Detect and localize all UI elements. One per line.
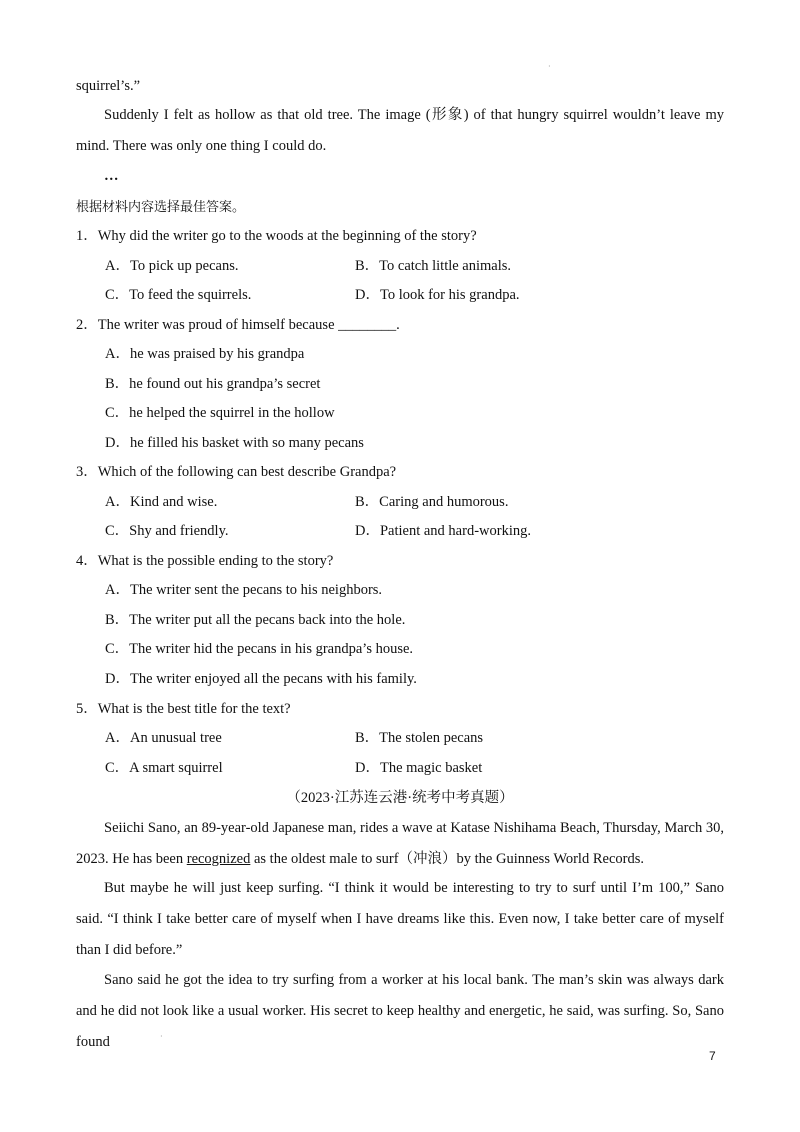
question-1-option-a: A．To pick up pecans.: [105, 258, 239, 274]
question-2-option-c: C．he helped the squirrel in the hollow: [105, 405, 335, 421]
passage2-paragraph-3: Sano said he got the idea to try surfing from a worker at his local bank. The man’s skin was always dark and he did not look like a usual worker. His secret to keep healthy and energetic, he said, was surfing. So, Sano found: [76, 972, 724, 1050]
instruction: 根据材料内容选择最佳答案。: [76, 200, 246, 215]
question-1-option-c: C．To feed the squirrels.: [105, 287, 252, 303]
question-1-option-b: B．To catch little animals.: [355, 258, 512, 274]
scan-speck: ·: [548, 62, 551, 71]
ellipsis: …: [104, 168, 120, 184]
question-1-stem: 1．Why did the writer go to the woods at the beginning of the story?: [76, 228, 477, 244]
question-4-option-d: D．The writer enjoyed all the pecans with his family.: [105, 671, 417, 687]
question-3-stem: 3．Which of the following can best describe Grandpa?: [76, 464, 397, 480]
question-4-option-b: B．The writer put all the pecans back into the hole.: [105, 612, 406, 628]
underlined-word: recognized: [186, 851, 251, 867]
story-end-line: squirrel’s.”: [76, 78, 141, 94]
question-4-option-c: C．The writer hid the pecans in his grandpa’s house.: [105, 641, 414, 657]
question-5-stem: 5．What is the best title for the text?: [76, 701, 291, 717]
question-3-option-c: C．Shy and friendly.: [105, 523, 229, 539]
question-2-option-a: A．he was praised by his grandpa: [105, 346, 305, 362]
story-end-paragraph: Suddenly I felt as hollow as that old tree. The image (形象) of that hungry squirrel wouldn’t leave my mind. There was only one thing I could do.: [76, 107, 724, 154]
question-5-option-b: B．The stolen pecans: [355, 730, 484, 746]
passage2-paragraph-1: [76, 813, 724, 875]
question-5-option-c: C．A smart squirrel: [105, 760, 223, 776]
question-2-option-d: D．he filled his basket with so many pecans: [105, 435, 364, 451]
passage2-paragraph-2: But maybe he will just keep surfing. “I think it would be interesting to try to surf until I’m 100,” Sano said. “I think I take better care of myself when I have dreams like this. Even now, I take better care of myself than I did before.”: [76, 880, 724, 958]
question-3-option-b: B．Caring and humorous.: [355, 494, 509, 510]
scan-speck: ·: [160, 1032, 163, 1041]
question-2-stem: 2．The writer was proud of himself because ________.: [76, 317, 400, 333]
question-3-option-a: A．Kind and wise.: [105, 494, 218, 510]
passage2-p1-text-before: Seiichi Sano, an 89-year-old Japanese man, rides a wave at Katase Nishihama Beach, Thursday, March 30, 2023. He has been: [76, 820, 724, 867]
question-5-option-d: D．The magic basket: [355, 760, 483, 776]
page-number: 7: [709, 1049, 716, 1063]
source-heading: （2023·江苏连云港·统考中考真题）: [286, 790, 514, 806]
question-5-option-a: A．An unusual tree: [105, 730, 222, 746]
question-1-option-d: D．To look for his grandpa.: [355, 287, 520, 303]
question-4-option-a: A．The writer sent the pecans to his neighbors.: [105, 582, 383, 598]
question-3-option-d: D．Patient and hard-working.: [355, 523, 531, 539]
question-4-stem: 4．What is the possible ending to the story?: [76, 553, 334, 569]
passage2-p1-text-after: as the oldest male to surf（冲浪）by the Guinness World Records.: [250, 851, 644, 867]
question-2-option-b: B．he found out his grandpa’s secret: [105, 376, 321, 392]
